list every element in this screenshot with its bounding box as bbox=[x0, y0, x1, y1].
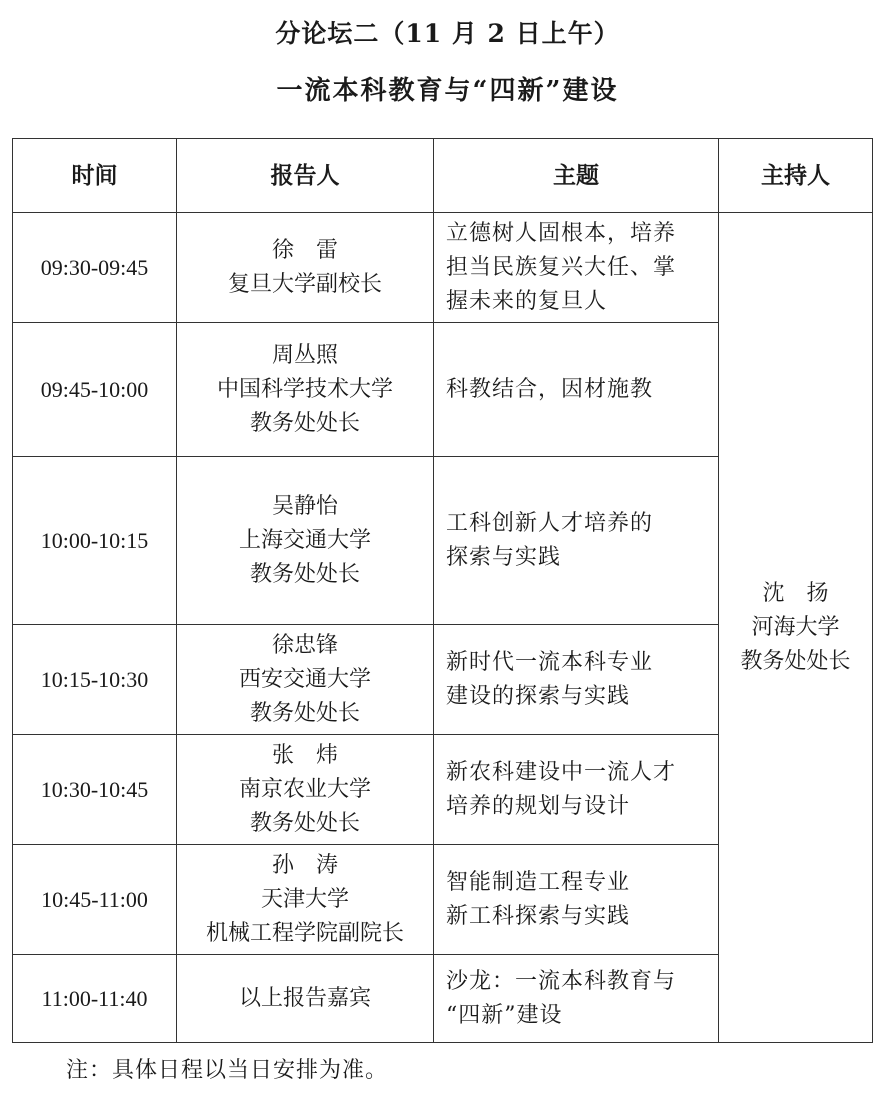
speaker-cell bbox=[177, 457, 434, 625]
header-topic: 主题 bbox=[434, 139, 719, 213]
footnote: 注：具体日程以当日安排为准。 bbox=[66, 1058, 389, 1083]
host-org: 河海大学 bbox=[751, 614, 840, 640]
topic-line: 担当民族复兴大任、掌 bbox=[446, 254, 677, 280]
speaker-cell bbox=[177, 323, 434, 457]
topic-line: 工科创新人才培养的 bbox=[446, 510, 654, 536]
speaker-title: 复旦大学副校长 bbox=[227, 271, 382, 297]
time-cell: 09:45-10:00 bbox=[13, 323, 177, 457]
speaker-title: 机械工程学院副院长 bbox=[205, 920, 404, 946]
topic-line: 新时代一流本科专业 bbox=[446, 649, 654, 675]
topic-cell bbox=[434, 625, 719, 735]
topic-line: 培养的规划与设计 bbox=[446, 793, 631, 819]
topic-line: 建设的探索与实践 bbox=[446, 683, 631, 709]
header-time: 时间 bbox=[13, 139, 177, 213]
speaker-org: 上海交通大学 bbox=[238, 527, 371, 553]
topic-line: 科教结合，因材施教 bbox=[446, 376, 654, 402]
topic-cell bbox=[434, 457, 719, 625]
time-cell: 10:45-11:00 bbox=[13, 845, 177, 955]
header-speaker: 报告人 bbox=[177, 139, 434, 213]
topic-line: “四新”建设 bbox=[446, 1002, 563, 1028]
time-cell: 10:00-10:15 bbox=[13, 457, 177, 625]
topic-line: 新农科建设中一流人才 bbox=[446, 759, 677, 785]
speaker-name: 吴静怡 bbox=[271, 493, 338, 519]
speaker-name: 张 炜 bbox=[271, 742, 338, 768]
topic-line: 沙龙：一流本科教育与 bbox=[446, 968, 677, 994]
speaker-title: 教务处处长 bbox=[249, 561, 360, 587]
speaker-name: 孙 涛 bbox=[271, 852, 338, 878]
forum-subtitle: 一流本科教育与“四新”建设 bbox=[276, 76, 619, 106]
speaker-org: 中国科学技术大学 bbox=[216, 376, 393, 402]
topic-line: 握未来的复旦人 bbox=[446, 288, 608, 314]
header-host: 主持人 bbox=[719, 139, 873, 213]
speaker-cell bbox=[177, 213, 434, 323]
topic-cell bbox=[434, 735, 719, 845]
host-cell bbox=[719, 213, 873, 1043]
topic-line: 智能制造工程专业 bbox=[446, 869, 631, 895]
speaker-name: 周丛照 bbox=[271, 342, 338, 368]
forum-title: 分论坛二（11 月 2 日上午） bbox=[275, 19, 620, 48]
time-cell: 11:00-11:40 bbox=[13, 955, 177, 1043]
table-row bbox=[13, 213, 873, 323]
speaker-org: 天津大学 bbox=[260, 886, 349, 912]
time-cell: 10:30-10:45 bbox=[13, 735, 177, 845]
speaker-name: 以上报告嘉宾 bbox=[238, 985, 371, 1011]
topic-line: 探索与实践 bbox=[446, 544, 562, 570]
topic-line: 新工科探索与实践 bbox=[446, 903, 631, 929]
topic-cell bbox=[434, 213, 719, 323]
topic-cell bbox=[434, 955, 719, 1043]
topic-cell bbox=[434, 845, 719, 955]
speaker-cell bbox=[177, 625, 434, 735]
host-title: 教务处处长 bbox=[740, 648, 851, 674]
speaker-cell bbox=[177, 845, 434, 955]
speaker-org: 南京农业大学 bbox=[238, 776, 371, 802]
topic-cell bbox=[434, 323, 719, 457]
time-cell: 10:15-10:30 bbox=[13, 625, 177, 735]
speaker-title: 教务处处长 bbox=[249, 410, 360, 436]
topic-line: 立德树人固根本，培养 bbox=[446, 220, 677, 246]
speaker-title: 教务处处长 bbox=[249, 700, 360, 726]
speaker-cell bbox=[177, 735, 434, 845]
table-header-row bbox=[13, 139, 873, 213]
speaker-name: 徐 雷 bbox=[271, 237, 338, 263]
time-cell: 09:30-09:45 bbox=[13, 213, 177, 323]
speaker-name: 徐忠锋 bbox=[271, 632, 338, 658]
schedule-table bbox=[12, 138, 873, 1043]
speaker-title: 教务处处长 bbox=[249, 810, 360, 836]
speaker-org: 西安交通大学 bbox=[238, 666, 371, 692]
speaker-cell bbox=[177, 955, 434, 1043]
host-name: 沈 扬 bbox=[762, 580, 829, 606]
